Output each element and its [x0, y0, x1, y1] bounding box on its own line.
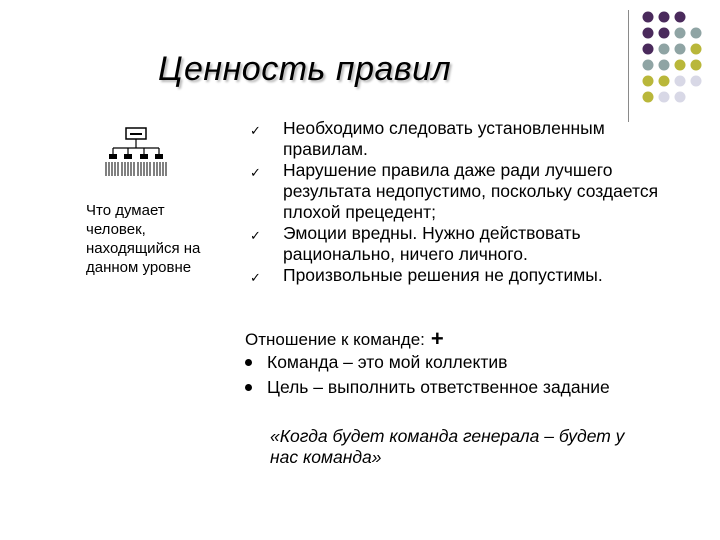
org-chart-icon	[104, 126, 168, 178]
checkmark-icon: ✓	[250, 123, 261, 138]
plus-sign: +	[430, 326, 444, 351]
list-item-text: Нарушение правила даже ради лучшего результата недопустимо, поскольку создается плохой прецедент;	[283, 160, 659, 222]
bullet-dot	[245, 384, 252, 391]
list-item-text: Эмоции вредны. Нужно действовать рационально, ничего личного.	[283, 223, 581, 264]
decorative-dot-grid	[640, 10, 720, 110]
list-item	[245, 375, 610, 400]
vertical-divider	[628, 10, 629, 122]
side-note: Что думает человек, находящийся на данном уровне	[86, 202, 201, 276]
list-item-text: Необходимо следовать установленным правилам.	[283, 118, 605, 159]
list-item	[250, 118, 670, 160]
slide-title: Ценность правил	[158, 50, 452, 88]
list-item	[250, 265, 670, 286]
team-relation-list	[245, 350, 610, 400]
bullet-dot	[245, 359, 252, 366]
list-item	[245, 350, 610, 375]
quote-text: «Когда будет команда генерала – будет у нас команда»	[270, 426, 625, 467]
checkmark-icon: ✓	[250, 270, 261, 285]
rules-checklist	[250, 118, 670, 286]
list-item	[250, 223, 670, 265]
list-item	[250, 160, 670, 223]
team-relation-heading	[245, 326, 444, 352]
list-item-text: Команда – это мой коллектив	[267, 352, 508, 372]
checkmark-icon: ✓	[250, 228, 261, 243]
team-relation-label: Отношение к команде:	[245, 330, 425, 349]
checkmark-icon: ✓	[250, 165, 261, 180]
list-item-text: Цель – выполнить ответственное задание	[267, 377, 610, 397]
list-item-text: Произвольные решения не допустимы.	[283, 265, 603, 285]
